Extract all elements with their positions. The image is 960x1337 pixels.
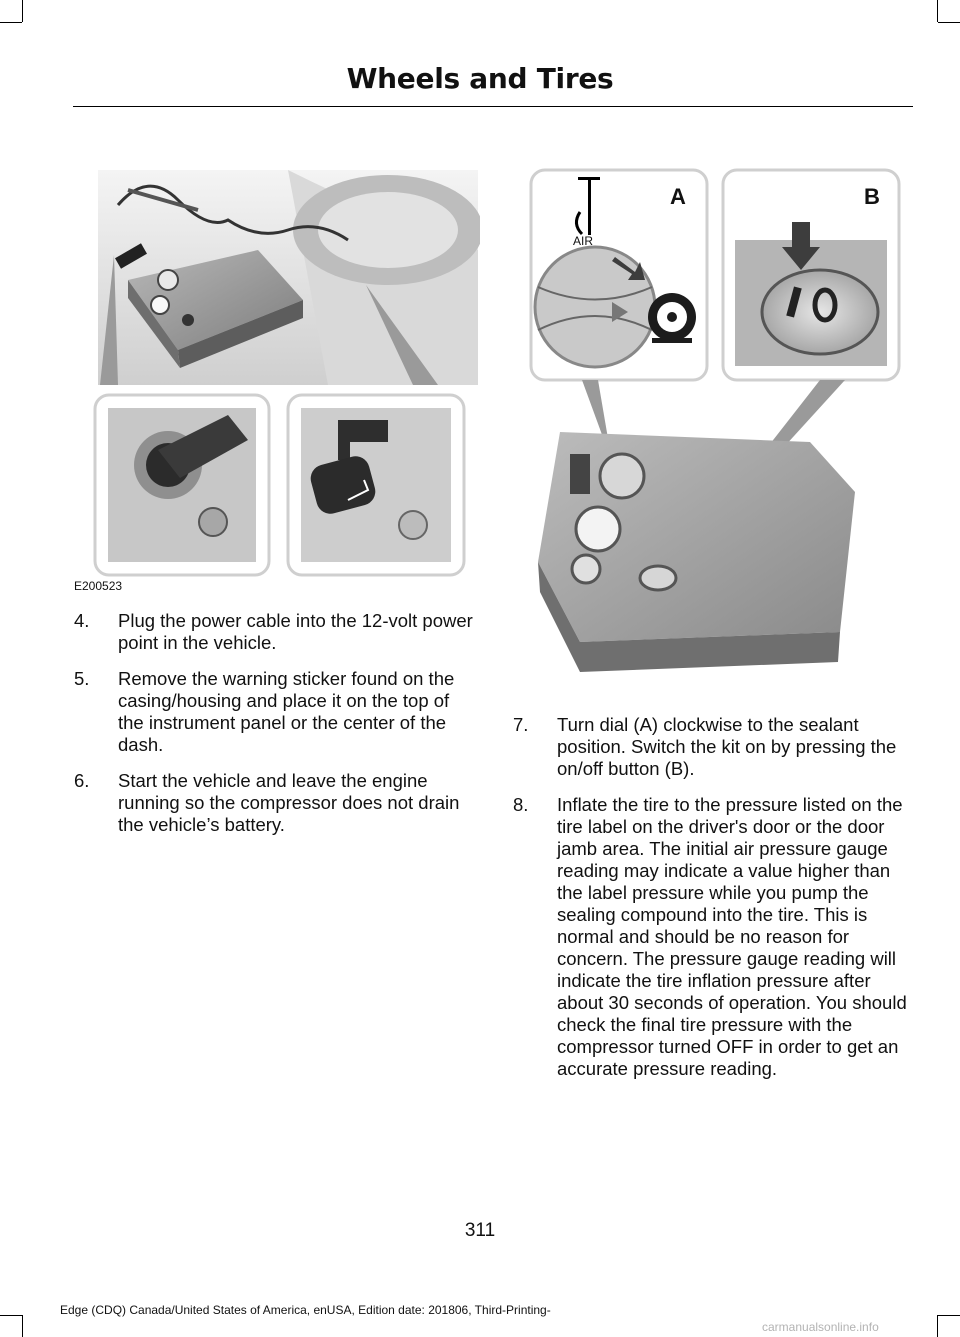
crop-mark <box>22 0 23 22</box>
step-5 <box>74 668 480 756</box>
figure-code: E200523 <box>74 579 123 593</box>
crop-mark <box>938 1315 960 1316</box>
footer-text: Edge (CDQ) Canada/United States of America, enUSA, Edition date: 201806, Third-Printing- <box>60 1303 551 1317</box>
crop-mark <box>937 0 938 22</box>
step-number: 7. <box>513 714 529 735</box>
step-text: Remove the warning sticker found on the casing/housing and place it on the top of the instrument panel or the center of the dash. <box>118 668 455 755</box>
step-number: 4. <box>74 610 90 631</box>
compressor-connection-illustration <box>88 160 480 590</box>
step-text: Inflate the tire to the pressure listed on the tire label on the driver's door or the door jamb area. The initial air pressure gauge reading may indicate a value higher than the label pressure while you pump the sealing compound into the tire. This is normal and should be no reason for concern. The pressure gauge reading will indicate the tire inflation pressure after about 30 seconds of operation. You should check the final tire pressure with the compressor turned OFF in order to get an accurate pressure reading. <box>557 794 907 1079</box>
step-number: 6. <box>74 770 90 791</box>
step-4 <box>74 610 480 654</box>
step-8 <box>513 794 913 1080</box>
label-b: B <box>864 184 880 209</box>
step-number: 5. <box>74 668 90 689</box>
page-number: 311 <box>464 1220 496 1241</box>
crop-mark <box>0 22 22 23</box>
crop-mark <box>937 1315 938 1337</box>
air-label: AIR <box>573 234 594 248</box>
page-title: Wheels and Tires <box>346 62 614 95</box>
label-a: A <box>670 184 686 209</box>
watermark: carmanualsonline.info <box>762 1320 879 1334</box>
crop-mark <box>22 1315 23 1337</box>
step-7 <box>513 714 913 780</box>
steps-left-list <box>74 610 480 850</box>
step-6 <box>74 770 480 836</box>
step-text: Turn dial (A) clockwise to the sealant position. Switch the kit on by pressing the on/off button (B). <box>557 714 897 779</box>
crop-mark <box>0 1315 22 1316</box>
header-rule <box>73 106 913 107</box>
steps-right-list <box>513 714 913 1094</box>
crop-mark <box>938 22 960 23</box>
step-text: Plug the power cable into the 12-volt power point in the vehicle. <box>118 610 473 653</box>
step-text: Start the vehicle and leave the engine running so the compressor does not drain the vehicle’s battery. <box>118 770 460 835</box>
step-number: 8. <box>513 794 529 815</box>
